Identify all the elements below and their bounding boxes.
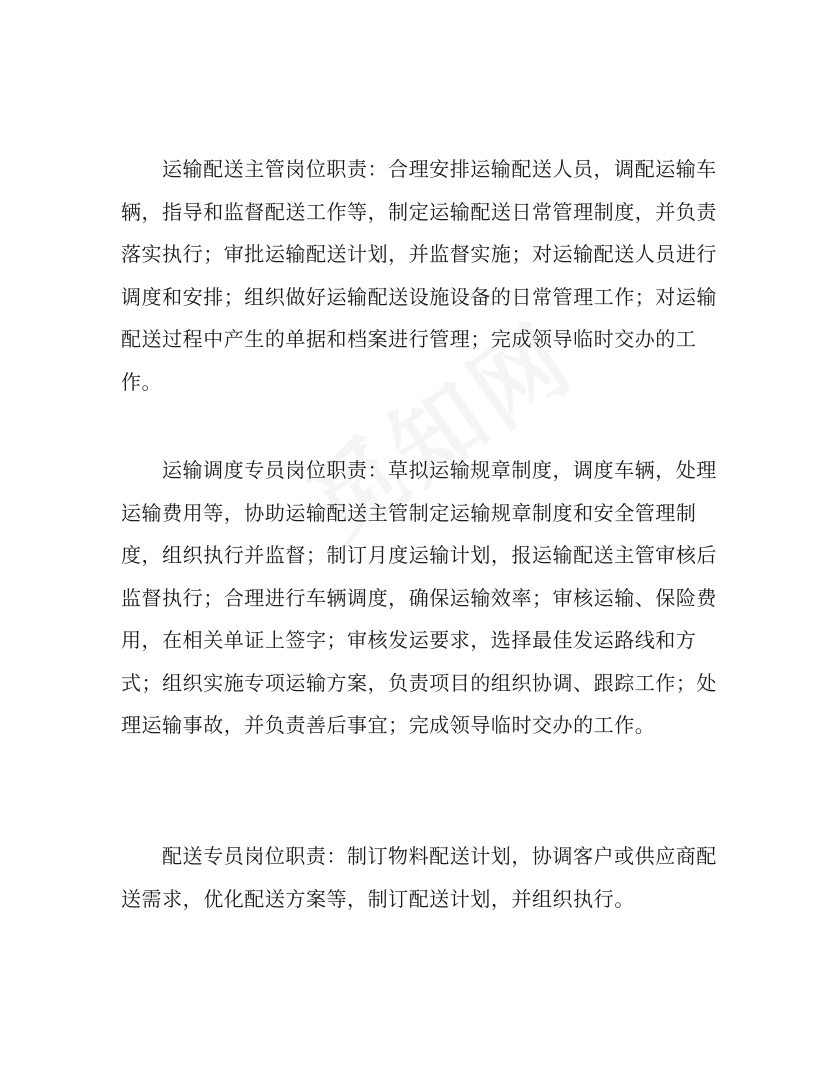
paragraph-delivery-specialist-duties: 配送专员岗位职责：制订物料配送计划，协调客户或供应商配送需求，优化配送方案等，制订配送计划，并组织执行。: [121, 844, 717, 911]
paragraph-transport-supervisor-duties: 运输配送主管岗位职责：合理安排运输配送人员，调配运输车辆，指导和监督配送工作等，制定运输配送日常管理制度，并负责落实执行；审批运输配送计划，并监督实施；对运输配送人员进行调度和安排；组织做好运输配送设施设备的日常管理工作；对运输配送过程中产生的单据和档案进行管理；完成领导临时交办的工作。: [121, 157, 717, 394]
paragraph-dispatch-specialist-duties: 运输调度专员岗位职责：草拟运输规章制度，调度车辆，处理运输费用等，协助运输配送主管制定运输规章制度和安全管理制度，组织执行并监督；制订月度运输计划，报运输配送主管审核后监督执行；合理进行车辆调度，确保运输效率；审核运输、保险费用，在相关单证上签字；审核发运要求，选择最佳发运路线和方式；组织实施专项运输方案，负责项目的组织协调、跟踪工作；处理运输事故，并负责善后事宜；完成领导临时交办的工作。: [121, 458, 717, 737]
